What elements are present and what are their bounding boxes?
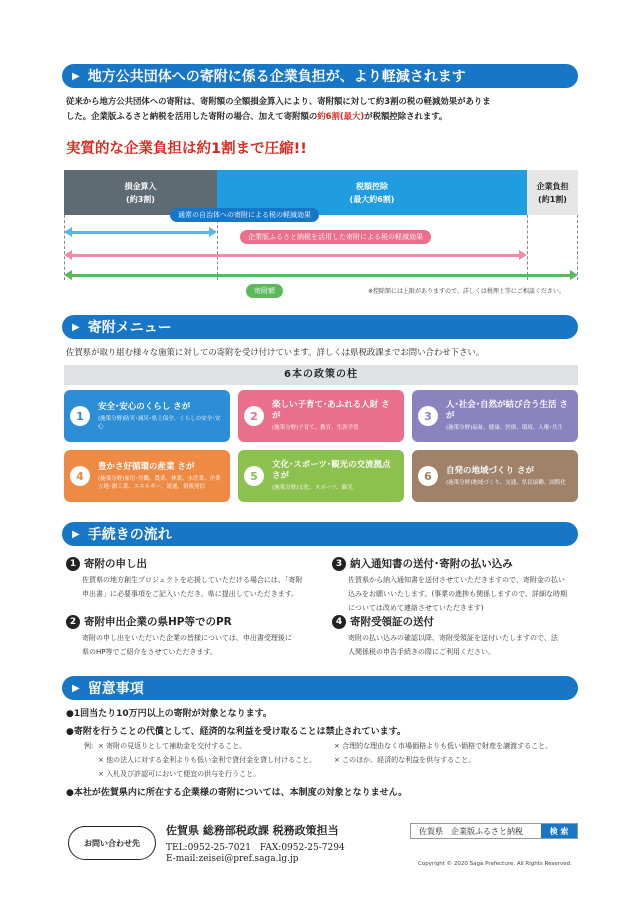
play-triangle-icon: ▶ [72, 321, 80, 333]
double-arrow-normal [70, 231, 211, 234]
card-number: 3 [418, 406, 438, 426]
copyright: Copyright © 2020 Saga Prefecture. All Rights Reserved. [418, 861, 572, 867]
note-no-benefit: ●寄附を行うことの代償として、経済的な利益を受け取ることは禁止されています。 [66, 727, 406, 737]
note-exclusion: ●本社が佐賀県内に所在する企業様の寄附については、本制度の対象となりません。 [66, 788, 408, 798]
card-number: 4 [70, 466, 90, 486]
card-title: 自発の地域づくり さが [446, 465, 534, 476]
step-title [66, 614, 232, 629]
example-item: × 他の法人に対する金利よりも低い金利で貸付金を貸し付けること。 [98, 756, 317, 764]
search-button[interactable]: 検 索 [541, 824, 577, 838]
card-title: 豊かさ好循環の産業 さが [98, 461, 195, 472]
example-prefix: 例: [84, 742, 94, 750]
double-arrow-furusato [70, 254, 521, 257]
step-number: 4 [332, 615, 346, 629]
play-triangle-icon: ▶ [72, 528, 80, 540]
card-sub: (施策分野)防災･減災･県土保全、くらしの安全･安心 [98, 415, 221, 430]
step-body-line: 申出書」に必要事項をご記入いただき、県に提出していただきます。 [82, 590, 299, 598]
card-sub: (施策分野)子育て、教育、生涯学習 [272, 425, 359, 431]
arrow-label-donation: 寄附額 [246, 284, 283, 298]
bar-tax-credit-label: 税額控除 [356, 181, 388, 191]
contact-tel: TEL:0952-25-7021 FAX:0952-25-7294 [166, 843, 345, 853]
intro-line-2-a: した。企業版ふるさと納税を活用した寄附の場合、加えて寄附額の [66, 111, 318, 121]
note-min-amount: ●1回当たり10万円以上の寄附が対象となります。 [66, 709, 272, 719]
policy-title: 6本の政策の柱 [64, 365, 578, 385]
play-triangle-icon: ▶ [72, 70, 80, 82]
policy-card [238, 450, 404, 502]
intro-line-1: 従来から地方公共団体への寄附は、寄附額の全額損金算入により、寄附額に対して約3割の税の軽減効果がありま [66, 96, 491, 106]
step-title [66, 556, 147, 571]
contact-email: E-mail:zeisei@pref.saga.lg.jp [166, 854, 299, 864]
step-body [82, 573, 302, 601]
example-item: × 合理的な理由なく市場価格よりも低い価格で財産を譲渡すること。 [334, 742, 553, 750]
policy-card [64, 450, 230, 502]
step-title [332, 556, 513, 571]
step-title [332, 614, 434, 629]
card-number: 6 [418, 466, 438, 486]
tax-reduction-diagram [64, 170, 578, 300]
section-title: 地方公共団体への寄附に係る企業負担が、より軽減されます [87, 69, 466, 85]
search-query: 佐賀県 企業版ふるさと納税 [419, 826, 523, 836]
section-header-donation-menu [62, 315, 578, 339]
step-number: 3 [332, 557, 346, 571]
intro-line-2 [66, 109, 576, 124]
section-title: 手続きの流れ [87, 527, 172, 543]
policy-card [238, 390, 404, 442]
card-number: 5 [244, 466, 264, 486]
contact-label-box: お問い合わせ先 [68, 826, 156, 860]
contact-org: 佐賀県 総務部税政課 税務政策担当 [166, 824, 339, 837]
card-sub: (施策分野)福祉、健康、医療、環境、人権･共生 [446, 425, 564, 431]
step-body-line: 佐賀県から納入通知書を送付させていただきますので、寄附金の払い [348, 576, 565, 584]
intro-line-2-highlight: 約6割(最大) [317, 111, 365, 121]
step-body-line: 寄附の申し出をいただいた企業の皆様については、申出書受理後に [82, 634, 292, 642]
card-title: 楽しい子育て･あふれる人財 さが [272, 400, 390, 421]
search-box[interactable] [410, 823, 578, 839]
card-title: 人･社会･自然が結び合う生活 さが [446, 400, 568, 421]
intro-paragraph [66, 94, 576, 124]
section-title: 寄附メニュー [87, 320, 172, 336]
step-number: 1 [66, 557, 80, 571]
card-number: 1 [70, 406, 90, 426]
intro-line-2-b: が税額控除されます。 [364, 111, 448, 121]
bar-deduction-label: 損金算入 [124, 181, 157, 191]
divider-line [527, 215, 528, 280]
step-body-line: 人関係税の申告手続きの際にご利用ください。 [348, 648, 495, 656]
policy-card [64, 390, 230, 442]
arrow-label-normal: 通常の自治体への寄附による税の軽減効果 [170, 208, 319, 222]
menu-intro: 佐賀県が取り組む様々な施策に対しての寄附を受け付けています。詳しくは県税政課までお問い合わせ下さい。 [66, 347, 485, 357]
card-title: 安全･安心のくらし さが [98, 401, 191, 412]
policy-card [412, 390, 578, 442]
bar-company-burden-label: 企業負担 [536, 181, 569, 191]
divider-line [217, 215, 218, 280]
bar-deduction-sub: (約3割) [126, 194, 155, 204]
example-item: × このほか、経済的な利益を供与すること。 [334, 756, 476, 764]
step-body [348, 573, 567, 615]
double-arrow-donation [70, 274, 572, 277]
diagram-footnote: ※控除額には上限がありますので、詳しくは税理士等にご相談ください。 [368, 288, 565, 295]
section-title: 留意事項 [87, 681, 144, 697]
card-sub: (施策分野)文化、スポーツ、観光 [272, 485, 353, 491]
step-body [82, 631, 292, 659]
card-sub: (施策分野)雇用･労働、農業、林業、水産業、企業立地･創工業、エネルギー、流通、情報発信 [98, 475, 221, 490]
step-body-line: 県のHP等でご紹介をさせていただきます。 [82, 648, 217, 656]
step-title-text: 寄附の申し出 [84, 558, 147, 570]
section-header-procedure [62, 522, 578, 546]
arrow-label-furusato: 企業版ふるさと納税を活用した寄附による税の軽減効果 [240, 230, 431, 244]
step-title-text: 納入通知書の送付･寄附の払い込み [350, 558, 513, 570]
step-body-line: については改めて連絡させていただきます) [348, 604, 484, 612]
section-header-tax-reduction [62, 64, 578, 88]
example-item: × 寄附の見返りとして補助金を交付すること。 [98, 742, 247, 750]
step-title-text: 寄附申出企業の県HP等でのPR [84, 616, 232, 628]
step-title-text: 寄附受領証の送付 [350, 616, 434, 628]
card-sub: (施策分野)地域づくり、交通、県民協働、国際化 [446, 479, 566, 486]
card-title: 文化･スポーツ･観光の交流拠点 さが [272, 460, 391, 481]
section-header-notes [62, 676, 578, 700]
example-item: × 入札及び許認可において便宜の供与を行うこと。 [98, 770, 261, 778]
step-number: 2 [66, 615, 80, 629]
bar-company-burden [527, 170, 578, 215]
card-number: 2 [244, 406, 264, 426]
step-body-line: 込みをお願いいたします。(事業の進捗も関係しますので、詳細な時期 [348, 590, 568, 598]
bar-company-burden-sub: (約1割) [538, 194, 567, 204]
step-body-line: 佐賀県の地方創生プロジェクトを応援していただける場合には、「寄附 [82, 576, 303, 584]
play-triangle-icon: ▶ [72, 682, 80, 694]
headline-burden: 実質的な企業負担は約1割まで圧縮!! [66, 141, 307, 157]
bar-tax-credit-sub: (最大約6割) [349, 194, 395, 204]
step-body-line: 寄附の払い込みの確認以降、寄附受領証を送付いたしますので、法 [348, 634, 558, 642]
policy-card [412, 450, 578, 502]
step-body [348, 631, 558, 659]
